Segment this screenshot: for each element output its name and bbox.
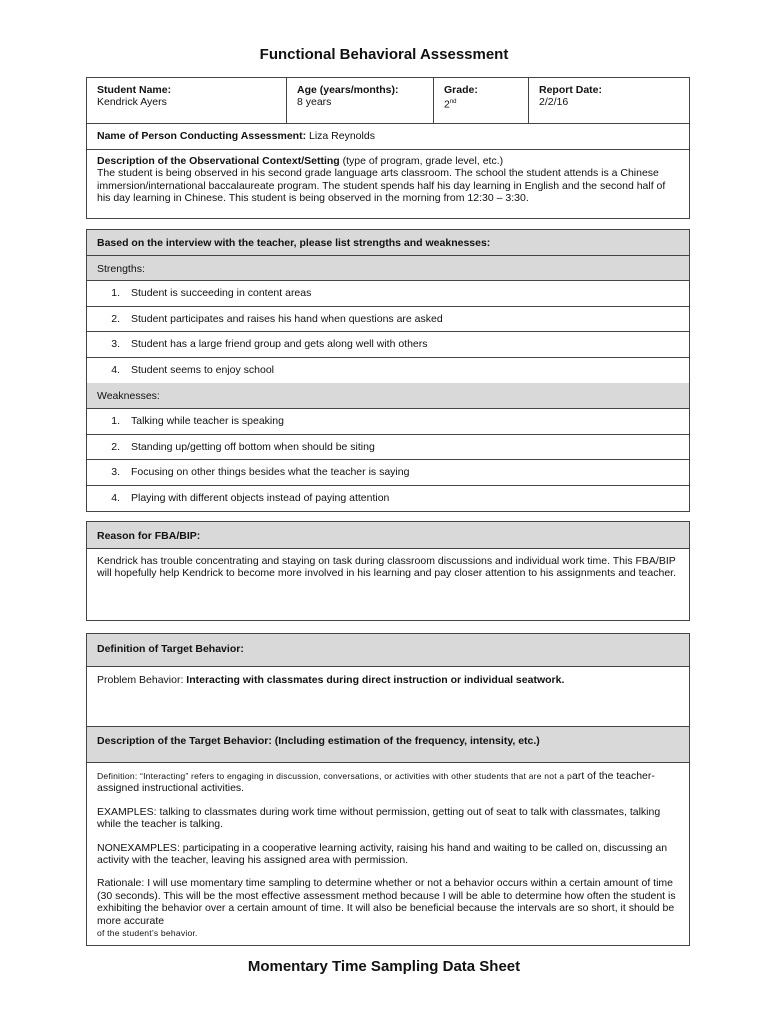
strengths-list: [87, 281, 689, 383]
weakness-item-text: Playing with different objects instead of paying attention: [131, 492, 390, 505]
strength-item: [87, 281, 689, 307]
weakness-item: [87, 435, 689, 461]
grade-cell: [434, 78, 529, 123]
definition-rest-text: art of the teacher-assigned instructional activities.: [97, 770, 655, 795]
reason-text: Kendrick has trouble concentrating and staying on task during classroom discussions and individual work time. This FBA/BIP will hopefully help Kendrick to become more involved in his learning and pay closer attention to his assignments and teacher.: [97, 555, 676, 580]
weaknesses-label-row: [87, 383, 689, 409]
page-title: Functional Behavioral Assessment: [259, 46, 509, 63]
weaknesses-list: [87, 409, 689, 511]
weakness-item-number: 2.: [111, 440, 120, 453]
grade-label: Grade:: [444, 84, 478, 96]
grade-value: 2: [444, 98, 450, 111]
reason-heading: [87, 522, 689, 549]
context-label: Description of the Observational Context/Setting: [97, 155, 340, 167]
student-name-cell: [87, 78, 287, 123]
student-header-row: [87, 78, 689, 124]
weakness-item-number: 1.: [111, 415, 120, 428]
target-behavior-box: [86, 633, 690, 946]
context-hint: (type of program, grade level, etc.): [339, 155, 504, 167]
strength-item-text: Student seems to enjoy school: [131, 364, 275, 377]
weakness-item: [87, 409, 689, 435]
rationale-text: Rationale: I will use momentary time sampling to determine whether or not a behavior occurs within a certain amount of time (30 seconds). This will be the most effective assessment method because I will be able to determine how often the student is exhibiting the behavior over a certain amount of time. It will also be beneficial because the intervals are so short, it should be more accurate: [97, 877, 676, 927]
definition-text: Definition: “Interacting” refers to engaging in discussion, conversations, or activities with other students that are not a p: [97, 771, 572, 781]
strength-item-number: 1.: [111, 287, 120, 300]
problem-value: Interacting with classmates during direct instruction or individual seatwork.: [186, 674, 565, 686]
interview-box: [86, 229, 690, 512]
target-description-heading: [87, 727, 689, 763]
interview-heading-text: Based on the interview with the teacher, please list strengths and weaknesses:: [97, 237, 491, 249]
strength-item-number: 3.: [111, 338, 120, 351]
target-description-heading-text: Description of the Target Behavior: (Including estimation of the frequency, intensity, etc.): [97, 735, 540, 747]
context-row: [87, 150, 689, 218]
strength-item: [87, 358, 689, 384]
strength-item-text: Student has a large friend group and gets along well with others: [131, 338, 428, 351]
grade-suffix: nd: [449, 99, 457, 106]
strength-item-text: Student participates and raises his hand when questions are asked: [131, 312, 443, 325]
weakness-item: [87, 460, 689, 486]
strengths-label: Strengths:: [97, 263, 145, 275]
reason-box: [86, 521, 690, 621]
interview-heading: [87, 230, 689, 256]
age-label: Age (years/months):: [297, 84, 399, 96]
weaknesses-label: Weaknesses:: [97, 390, 160, 402]
rationale-tail-text: of the student’s behavior.: [97, 928, 198, 939]
strengths-label-row: [87, 256, 689, 281]
conductor-row: [87, 124, 689, 150]
problem-label: Problem Behavior:: [97, 674, 187, 686]
strength-item-number: 4.: [111, 364, 120, 377]
problem-behavior-row: [87, 667, 689, 727]
reason-heading-text: Reason for FBA/BIP:: [97, 530, 201, 542]
target-heading: [87, 634, 689, 667]
weakness-item-number: 3.: [111, 466, 120, 479]
weakness-item-number: 4.: [111, 492, 120, 505]
target-heading-text: Definition of Target Behavior:: [97, 643, 244, 655]
student-info-box: [86, 77, 690, 219]
strength-item: [87, 307, 689, 333]
student-name-value: Kendrick Ayers: [97, 96, 167, 109]
definition-paragraph: [97, 770, 679, 795]
age-value: 8 years: [297, 96, 332, 109]
weakness-item-text: Focusing on other things besides what the teacher is saying: [131, 466, 410, 479]
conductor-value: Liza Reynolds: [306, 130, 375, 142]
conductor-label: Name of Person Conducting Assessment:: [97, 130, 307, 142]
strength-item-text: Student is succeeding in content areas: [131, 287, 312, 300]
rationale-paragraph: [97, 877, 679, 939]
report-date-cell: [529, 78, 689, 123]
weakness-item-text: Standing up/getting off bottom when should be siting: [131, 440, 375, 453]
target-description-body: [87, 763, 689, 944]
age-cell: [287, 78, 434, 123]
strength-item-number: 2.: [111, 312, 120, 325]
context-text: The student is being observed in his second grade language arts classroom. The school the student attends is a Chinese immersion/international baccalaureate program. The student spends half his day learning in English and the second half of his day learning in Chinese. This student is being observed in the morning from 12:30 – 3:30.: [97, 167, 666, 205]
examples-paragraph: EXAMPLES: talking to classmates during work time without permission, getting out of seat to talk with classmates, talking while the teacher is talking.: [97, 805, 661, 831]
report-date-value: 2/2/16: [539, 96, 569, 109]
report-date-label: Report Date:: [539, 84, 603, 96]
data-sheet-title: Momentary Time Sampling Data Sheet: [247, 958, 521, 975]
nonexamples-paragraph: NONEXAMPLES: participating in a cooperative learning activity, raising his hand and waiting to be called on, discussing an activity with the teacher, leaving his assigned area with permission.: [97, 841, 668, 867]
weakness-item: [87, 486, 689, 512]
student-name-label: Student Name:: [97, 84, 172, 96]
weakness-item-text: Talking while teacher is speaking: [131, 415, 284, 428]
strength-item: [87, 332, 689, 358]
